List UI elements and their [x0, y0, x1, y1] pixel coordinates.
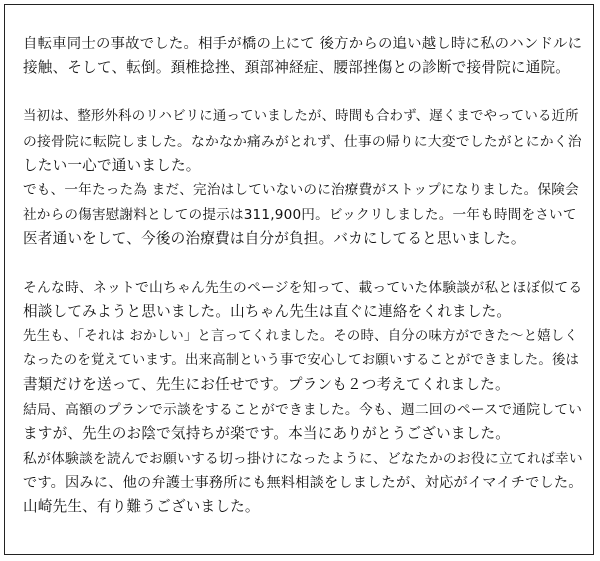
- text-line: 医者通いをして、今後の治療費は自分が負担。バカにしてると思いました。: [23, 230, 526, 248]
- text-line: そんな時、ネットで山ちゃん先生のページを知って、載っていた体験談が私とほぼ似てる: [23, 279, 583, 296]
- text-line: 私が体験談を読んでお願いする切っ掛けになったように、どなたかのお役に立てれば幸い: [23, 450, 583, 467]
- text-line: したい一心で通いました。: [23, 156, 201, 174]
- paragraph-spacer: [23, 252, 583, 276]
- paragraph-spacer: [23, 81, 583, 105]
- paragraph-resolution: [23, 276, 583, 520]
- text-line: 相談してみようと思いました。山ちゃん先生は直ぐに連絡をくれました。: [23, 303, 512, 321]
- testimonial-text: [23, 32, 583, 520]
- text-line: 結局、高額のプランで示談をすることができました。今も、週二回のペースで通院してい: [23, 401, 583, 418]
- text-line: 山崎先生、有り難うございました。: [23, 498, 260, 516]
- text-line: 先生も、「それは おかしい」と言ってくれました。その時、自分の味方ができた～と嬉しく: [23, 328, 578, 344]
- testimonial-frame: [4, 4, 594, 555]
- text-line: 自転車同士の事故でした。相手が橋の上にて 後方からの追い越し時に私のハンドルに: [23, 36, 583, 52]
- text-line: 書類だけを送って、先生にお任せです。プランも２つ考えてくれました。: [23, 376, 510, 394]
- text-line: です。因みに、他の弁護士事務所にも無料相談をしましたが、対応がイマイチでした。: [23, 475, 583, 492]
- text-line: 接触、そして、転倒。頚椎捻挫、頚部神経症、腰部挫傷との診断で接骨院に通院。: [23, 59, 571, 77]
- text-line: 社からの傷害慰謝料としての提示は311,900円。ビックリしました。一年も時間をさいて: [23, 206, 577, 223]
- text-line: 当初は、整形外科のリハビリに通っていましたが、時間も合わず、遅くまでやっている近所: [23, 109, 579, 125]
- text-line: ますが、先生のお陰で気持ちが楽です。本当にありがとうございました。: [23, 425, 511, 443]
- text-line: でも、一年たった為 まだ、完治はしていないのに治療費がストップになりました。保険会: [23, 182, 579, 199]
- paragraph-accident: [23, 32, 583, 81]
- text-line: なったのを覚えています。出来高制という事で安心してお願いすることができました。後は: [23, 353, 580, 369]
- paragraph-treatment: [23, 105, 583, 251]
- text-line: の接骨院に転院しました。なかなか痛みがとれず、仕事の帰りに大変でしたがとにかく治: [23, 133, 582, 150]
